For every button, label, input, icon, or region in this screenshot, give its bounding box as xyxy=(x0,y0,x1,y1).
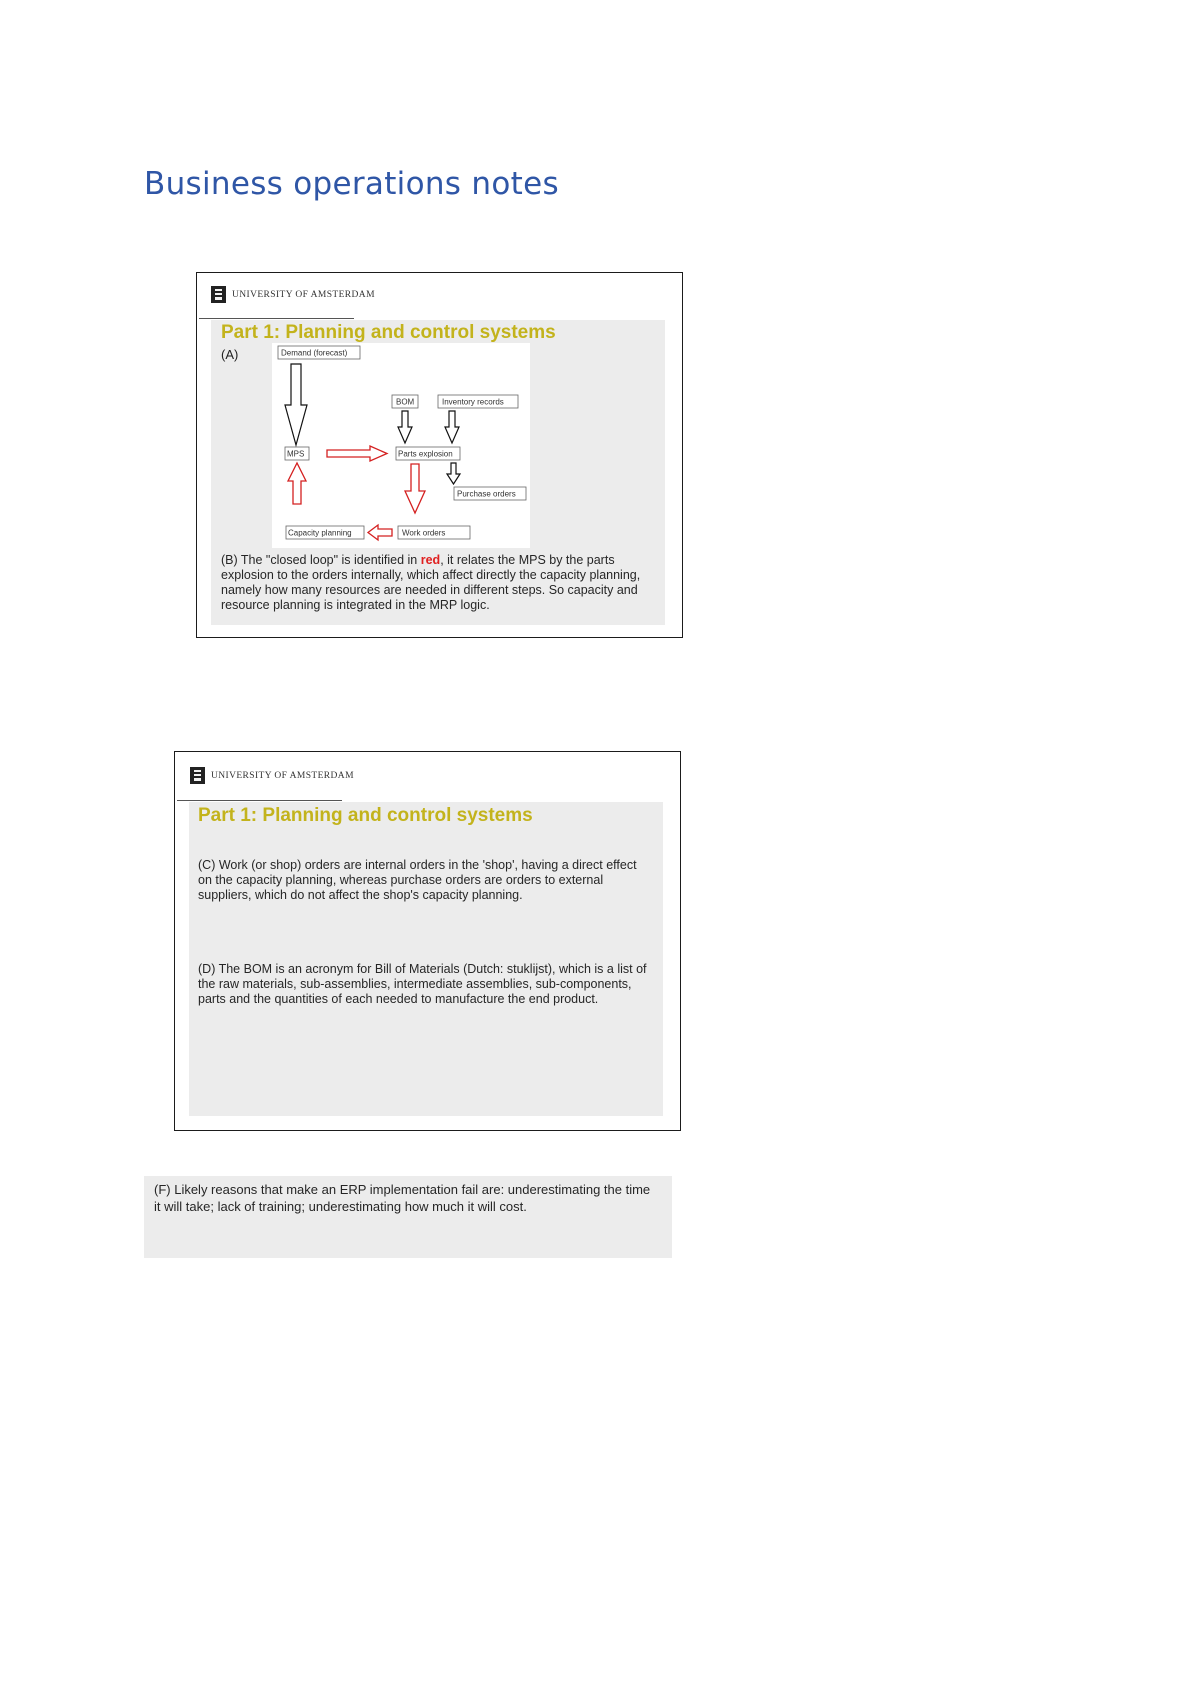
box-work-orders xyxy=(398,526,470,539)
slide-title: Part 1: Planning and control systems xyxy=(221,322,556,343)
box-inventory-records xyxy=(438,395,518,408)
box-parts-explosion xyxy=(396,447,460,460)
arrow-capacity-to-mps-red xyxy=(288,463,306,504)
header-divider xyxy=(177,800,342,801)
document-title: Business operations notes xyxy=(144,166,559,202)
university-name: UNIVERSITY OF AMSTERDAM xyxy=(232,289,375,300)
section-label-a: (A) xyxy=(221,347,239,362)
label-inventory-records: Inventory records xyxy=(442,397,504,407)
university-header xyxy=(190,767,354,784)
label-parts-explosion: Parts explosion xyxy=(398,449,453,459)
label-demand-forecast: Demand (forecast) xyxy=(281,348,348,358)
box-bom xyxy=(392,395,418,408)
label-work-orders: Work orders xyxy=(402,528,446,538)
university-name: UNIVERSITY OF AMSTERDAM xyxy=(211,770,354,781)
arrow-mps-to-parts-red xyxy=(327,446,387,461)
paragraph-b xyxy=(221,553,653,613)
box-capacity-planning xyxy=(286,526,364,539)
label-capacity-planning: Capacity planning xyxy=(288,528,352,538)
slide-image-2 xyxy=(174,751,681,1131)
paragraph-b-text-1: (B) The "closed loop" is identified in xyxy=(221,553,421,567)
paragraph-d: (D) The BOM is an acronym for Bill of Materials (Dutch: stuklijst), which is a list of the raw materials, sub-assemblies, intermediate assemblies, sub-components, parts and the quantities of each needed to manufacture the end product. xyxy=(198,962,647,1006)
arrow-bom-to-parts xyxy=(398,411,412,443)
box-demand-forecast xyxy=(278,346,360,359)
paragraph-f: (F) Likely reasons that make an ERP implementation fail are: underestimating the time it will take; lack of training; underestimating how much it will cost. xyxy=(154,1182,651,1214)
arrow-parts-to-purchase xyxy=(447,463,460,484)
label-mps: MPS xyxy=(287,449,305,459)
note-f-box xyxy=(144,1176,672,1258)
slide-image-1 xyxy=(196,272,683,638)
university-logo-icon xyxy=(190,767,205,784)
header-divider xyxy=(199,318,354,319)
slide-body xyxy=(189,802,663,1116)
label-purchase-orders: Purchase orders xyxy=(457,489,516,499)
arrow-demand-to-mps xyxy=(285,364,307,445)
paragraph-c: (C) Work (or shop) orders are internal orders in the 'shop', having a direct effect on the capacity planning, whereas purchase orders are orders to external suppliers, which do not affect the shop's capacity planning. xyxy=(198,858,637,902)
closed-loop-highlight: red xyxy=(420,553,441,567)
arrow-inventory-to-parts xyxy=(445,411,459,443)
university-header xyxy=(211,286,375,303)
box-purchase-orders xyxy=(454,487,526,500)
slide-body xyxy=(211,320,665,625)
box-mps xyxy=(285,447,309,460)
paragraph-b-text-2: , it relates the MPS by the parts explosion to the orders internally, which affect directly the capacity planning, namely how many resources are needed in different steps. So capacity and resource planning is integrated in the MRP logic. xyxy=(221,553,641,612)
university-logo-icon xyxy=(211,286,226,303)
slide-title: Part 1: Planning and control systems xyxy=(198,805,533,826)
mrp-diagram xyxy=(272,343,530,548)
label-bom: BOM xyxy=(396,397,415,407)
arrow-work-to-capacity-red xyxy=(368,525,392,540)
arrow-parts-to-work-red xyxy=(405,464,425,513)
